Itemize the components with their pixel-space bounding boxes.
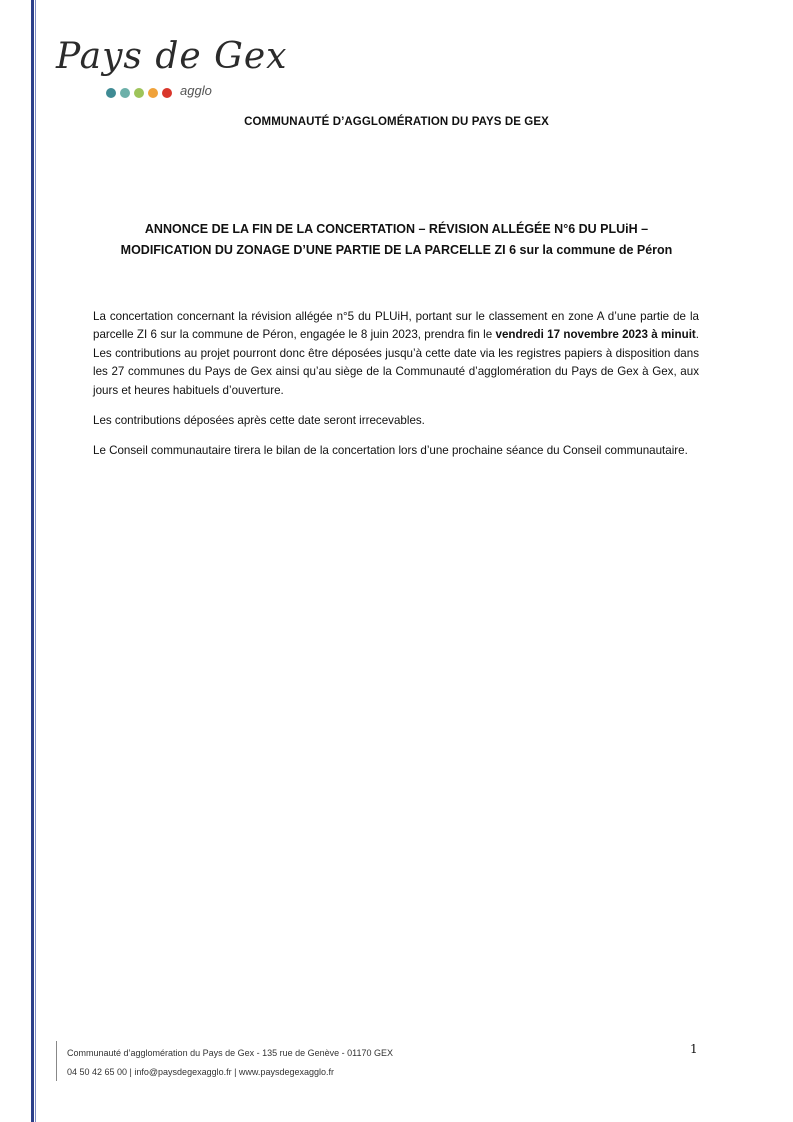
logo-dot [106,88,116,98]
page-number: 1 [690,1042,698,1056]
logo-script-text: Pays de Gex [56,36,288,77]
paragraph-3: Le Conseil communautaire tirera le bilan de la concertation lors d’une prochaine séance du Conseil communautaire. [93,444,688,458]
title-line-1: ANNONCE DE LA FIN DE LA CONCERTATION – RÉVISION ALLÉGÉE N°6 DU PLUiH – [144,222,649,236]
document-left-edge-shadow [35,0,36,1122]
deadline-emphasis: vendredi 17 novembre 2023 à minuit [495,328,696,342]
footer-divider [56,1041,57,1081]
paragraph-2: Les contributions déposées après cette date seront irrecevables. [93,414,425,428]
paragraph-1-start: La concertation concernant la révision allégée n°5 du PLUiH, portant sur le classement en zone A d’une partie de la parcelle ZI 6 sur la commune de Péron, engagée le 8 juin 2023, prendra fin le [93,310,699,342]
paragraph-1-end: . Les contributions au projet pourront donc être déposées jusqu’à cette date via les registres papiers à disposition dans les 27 communes du Pays de Gex ainsi qu’au siège de la Communauté d’agglomération du Pays de Gex à Gex, aux jours et heures habituels d’ouverture. [93,328,700,397]
announcement-body [93,308,699,473]
footer-contact: 04 50 42 65 00 | info@paysdegexagglo.fr | www.paysdegexagglo.fr [67,1066,334,1077]
announcement-title [80,219,713,261]
logo-dot [120,88,130,98]
organization-title: COMMUNAUTÉ D’AGGLOMÉRATION DU PAYS DE GEX [244,116,549,128]
logo-dots [106,88,172,98]
document-left-edge [31,0,34,1122]
logo-sub-text: agglo [180,83,212,98]
pays-de-gex-logo [56,36,288,106]
paragraph-1 [93,308,699,400]
footer [67,1044,393,1081]
logo-dot [134,88,144,98]
logo-dot [162,88,172,98]
logo-dot [148,88,158,98]
title-line-2: MODIFICATION DU ZONAGE D’UNE PARTIE DE LA PARCELLE ZI 6 sur la commune de Péron [120,243,673,257]
footer-address: Communauté d’agglomération du Pays de Gex - 135 rue de Genève - 01170 GEX [67,1048,394,1058]
